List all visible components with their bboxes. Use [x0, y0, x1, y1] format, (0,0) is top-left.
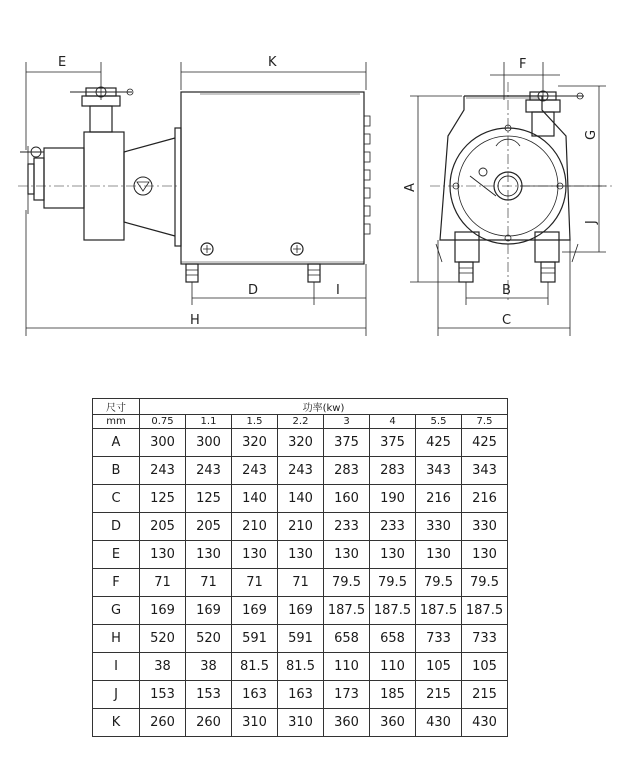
power-header-cell: 1.5 — [232, 415, 278, 429]
power-header-cell: 0.75 — [140, 415, 186, 429]
table-cell: 187.5 — [324, 597, 370, 625]
header-size-label: 尺寸 — [93, 399, 140, 415]
table-cell: 71 — [186, 569, 232, 597]
table-cell: 163 — [232, 681, 278, 709]
table-cell: 130 — [370, 541, 416, 569]
table-cell: 71 — [140, 569, 186, 597]
table-cell: 187.5 — [370, 597, 416, 625]
table-cell: 71 — [278, 569, 324, 597]
dim-label-A: A — [403, 183, 418, 192]
table-cell: 330 — [462, 513, 508, 541]
table-cell: 658 — [370, 625, 416, 653]
table-cell: 733 — [416, 625, 462, 653]
table-cell: 140 — [278, 485, 324, 513]
row-label: F — [93, 569, 140, 597]
table-cell: 210 — [232, 513, 278, 541]
dim-label-K: K — [268, 55, 277, 70]
table-cell: 343 — [462, 457, 508, 485]
table-cell: 81.5 — [232, 653, 278, 681]
table-cell: 216 — [462, 485, 508, 513]
table-cell: 185 — [370, 681, 416, 709]
table-cell: 430 — [416, 709, 462, 737]
table-cell: 205 — [140, 513, 186, 541]
table-cell: 520 — [186, 625, 232, 653]
table-row — [93, 597, 508, 625]
table-cell: 125 — [186, 485, 232, 513]
table-row — [93, 457, 508, 485]
table-cell: 233 — [370, 513, 416, 541]
table-cell: 130 — [278, 541, 324, 569]
table-cell: 360 — [324, 709, 370, 737]
row-label: E — [93, 541, 140, 569]
pump-drawing — [0, 0, 628, 370]
power-header-cell: 3 — [324, 415, 370, 429]
table-cell: 283 — [324, 457, 370, 485]
row-label: K — [93, 709, 140, 737]
table-cell: 310 — [232, 709, 278, 737]
table-cell: 375 — [324, 429, 370, 457]
table-row — [93, 485, 508, 513]
table-cell: 591 — [278, 625, 324, 653]
table-cell: 130 — [324, 541, 370, 569]
table-cell: 140 — [232, 485, 278, 513]
spec-table — [92, 398, 508, 737]
table-cell: 300 — [140, 429, 186, 457]
table-cell: 130 — [416, 541, 462, 569]
header-power-label: 功率(kw) — [140, 399, 508, 415]
table-cell: 215 — [462, 681, 508, 709]
row-label: A — [93, 429, 140, 457]
table-cell: 210 — [278, 513, 324, 541]
row-label: H — [93, 625, 140, 653]
table-cell: 79.5 — [370, 569, 416, 597]
table-cell: 163 — [278, 681, 324, 709]
table-cell: 173 — [324, 681, 370, 709]
table-cell: 243 — [232, 457, 278, 485]
table-row — [93, 625, 508, 653]
table-row — [93, 541, 508, 569]
dim-label-G: G — [584, 129, 599, 140]
dim-label-J: J — [584, 220, 599, 224]
table-cell: 71 — [232, 569, 278, 597]
table-cell: 215 — [416, 681, 462, 709]
table-cell: 187.5 — [416, 597, 462, 625]
table-cell: 375 — [370, 429, 416, 457]
dim-label-H: H — [190, 313, 200, 328]
table-cell: 591 — [232, 625, 278, 653]
dim-label-I: I — [336, 283, 340, 298]
table-cell: 38 — [140, 653, 186, 681]
table-cell: 187.5 — [462, 597, 508, 625]
table-cell: 105 — [416, 653, 462, 681]
table-cell: 260 — [140, 709, 186, 737]
table-cell: 169 — [186, 597, 232, 625]
header-unit-label: mm — [93, 415, 140, 429]
table-cell: 130 — [186, 541, 232, 569]
row-label: I — [93, 653, 140, 681]
dim-label-F: F — [519, 57, 527, 72]
table-cell: 260 — [186, 709, 232, 737]
table-cell: 153 — [186, 681, 232, 709]
power-header-cell: 5.5 — [416, 415, 462, 429]
table-cell: 243 — [140, 457, 186, 485]
table-row — [93, 709, 508, 737]
dim-label-E: E — [58, 55, 67, 70]
table-cell: 330 — [416, 513, 462, 541]
table-cell: 110 — [324, 653, 370, 681]
table-cell: 105 — [462, 653, 508, 681]
table-cell: 733 — [462, 625, 508, 653]
table-cell: 425 — [462, 429, 508, 457]
table-cell: 216 — [416, 485, 462, 513]
power-header-cell: 2.2 — [278, 415, 324, 429]
table-cell: 283 — [370, 457, 416, 485]
table-row — [93, 681, 508, 709]
row-label: B — [93, 457, 140, 485]
header-row-power — [93, 415, 508, 429]
table-cell: 310 — [278, 709, 324, 737]
table-cell: 125 — [140, 485, 186, 513]
table-cell: 79.5 — [324, 569, 370, 597]
header-row-size — [93, 399, 508, 415]
table-cell: 130 — [140, 541, 186, 569]
table-cell: 233 — [324, 513, 370, 541]
table-cell: 110 — [370, 653, 416, 681]
row-label: J — [93, 681, 140, 709]
power-header-cell: 4 — [370, 415, 416, 429]
table-cell: 79.5 — [416, 569, 462, 597]
table-cell: 343 — [416, 457, 462, 485]
table-cell: 205 — [186, 513, 232, 541]
table-cell: 169 — [232, 597, 278, 625]
table-cell: 658 — [324, 625, 370, 653]
row-label: D — [93, 513, 140, 541]
table-cell: 81.5 — [278, 653, 324, 681]
power-header-cell: 1.1 — [186, 415, 232, 429]
table-cell: 425 — [416, 429, 462, 457]
dim-label-C: C — [502, 313, 512, 328]
table-cell: 130 — [232, 541, 278, 569]
table-cell: 130 — [462, 541, 508, 569]
row-label: C — [93, 485, 140, 513]
table-cell: 169 — [278, 597, 324, 625]
table-cell: 520 — [140, 625, 186, 653]
dim-label-B: B — [502, 283, 511, 298]
row-label: G — [93, 597, 140, 625]
table-row — [93, 429, 508, 457]
table-cell: 320 — [232, 429, 278, 457]
table-cell: 243 — [278, 457, 324, 485]
table-row — [93, 513, 508, 541]
table-cell: 320 — [278, 429, 324, 457]
table-cell: 190 — [370, 485, 416, 513]
power-header-cell: 7.5 — [462, 415, 508, 429]
table-cell: 38 — [186, 653, 232, 681]
table-cell: 153 — [140, 681, 186, 709]
dim-label-D: D — [248, 283, 259, 298]
table-cell: 169 — [140, 597, 186, 625]
table-cell: 243 — [186, 457, 232, 485]
table-cell: 430 — [462, 709, 508, 737]
table-row — [93, 569, 508, 597]
spec-table-body — [93, 399, 508, 737]
table-cell: 300 — [186, 429, 232, 457]
table-row — [93, 653, 508, 681]
table-cell: 79.5 — [462, 569, 508, 597]
table-cell: 160 — [324, 485, 370, 513]
table-cell: 360 — [370, 709, 416, 737]
